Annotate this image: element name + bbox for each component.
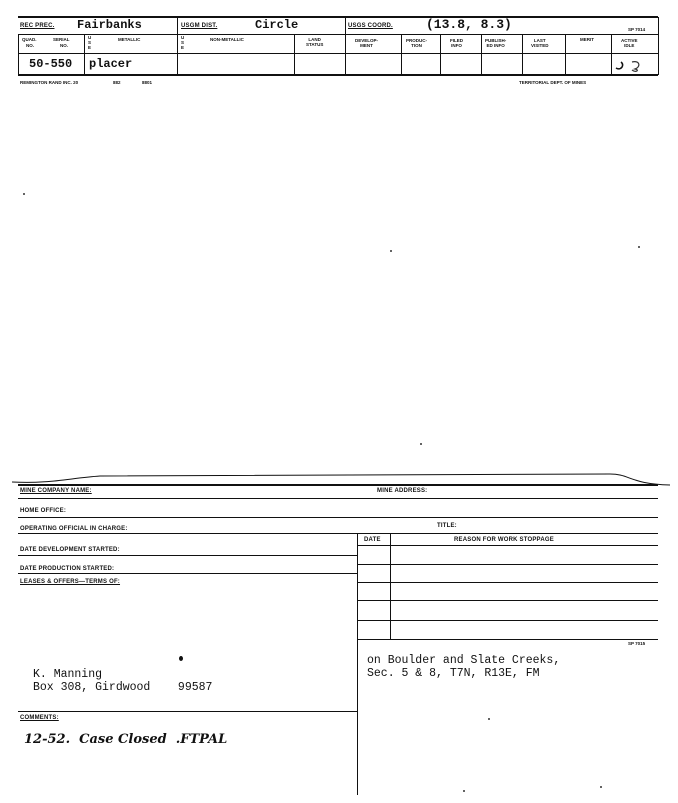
top-footer-code-1: 882 (113, 80, 121, 85)
ink-dot (179, 656, 183, 661)
handwritten-comment: 12-52. Case Closed .FTPAL (24, 732, 228, 747)
owner-address: Box 308, Girdwood 99587 (33, 681, 213, 694)
hdr-published-info: PUBLISH- ED INFO (485, 38, 507, 48)
hdr-serial-no: NO. (60, 43, 69, 48)
usgs-coord-value: (13.8, 8.3) (426, 17, 512, 32)
hdr-metallic: METALLIC (118, 37, 141, 42)
hdr-production: PRODUC- TION (406, 38, 427, 48)
date-label: DATE (364, 537, 381, 543)
comments-label: COMMENTS: (20, 715, 59, 721)
active-idle-pencil-mark (612, 58, 648, 74)
top-footer-code-2: 8801 (142, 80, 153, 85)
quad-serial-value: 50-550 (29, 57, 73, 71)
rec-prec-label: REC PREC. (20, 23, 55, 29)
usgm-dist-label: USGM DIST. (181, 23, 218, 29)
hdr-use-letters-2: U S E (181, 35, 185, 50)
operating-official-label: OPERATING OFFICIAL IN CHARGE: (20, 526, 128, 532)
date-development-label: DATE DEVELOPMENT STARTED: (20, 547, 120, 553)
hdr-merit: MERIT (580, 37, 594, 42)
rec-prec-value: Fairbanks (77, 18, 142, 32)
usgm-dist-value: Circle (255, 18, 299, 32)
hdr-quad: QUAD. (22, 37, 37, 42)
metallic-value: placer (89, 57, 133, 71)
top-footer-dept: TERRITORIAL DEPT. OF MINES (519, 80, 587, 85)
home-office-label: HOME OFFICE: (20, 508, 67, 514)
mine-address-label: MINE ADDRESS: (377, 488, 428, 494)
owner-name: K. Manning (33, 668, 103, 681)
hdr-last-visited: LAST VISITED (531, 38, 549, 48)
mine-company-name-label: MINE COMPANY NAME: (20, 488, 92, 494)
date-production-label: DATE PRODUCTION STARTED: (20, 566, 115, 572)
top-footer-printer: REMINGTON RAND INC. 20 (20, 80, 79, 85)
leases-offers-label: LEASES & OFFERS—TERMS OF: (20, 579, 121, 585)
hdr-non-metallic: NON-METALLIC (210, 37, 244, 42)
usgs-coord-label: USGS COORD. (348, 23, 393, 29)
location-line-2: Sec. 5 & 8, T7N, R13E, FM (367, 667, 540, 680)
hdr-serial: SERIAL (53, 37, 70, 42)
card-top-edge (10, 470, 670, 492)
reason-label: REASON FOR WORK STOPPAGE (454, 537, 554, 543)
hdr-land-status: LAND STATUS (306, 37, 324, 47)
title-label: TITLE: (437, 523, 457, 529)
hdr-active-idle: ACTIVE IDLE (621, 38, 638, 48)
top-form-number: SP 7014 (628, 27, 646, 32)
hdr-quad-no: NO. (26, 43, 35, 48)
bottom-form-number: SP 7015 (628, 641, 646, 646)
hdr-development: DEVELOP- MENT (355, 38, 379, 48)
location-line-1: on Boulder and Slate Creeks, (367, 654, 561, 667)
hdr-filed-info: FILED INFO (450, 38, 463, 48)
hdr-use-letters: U S E (88, 35, 92, 50)
